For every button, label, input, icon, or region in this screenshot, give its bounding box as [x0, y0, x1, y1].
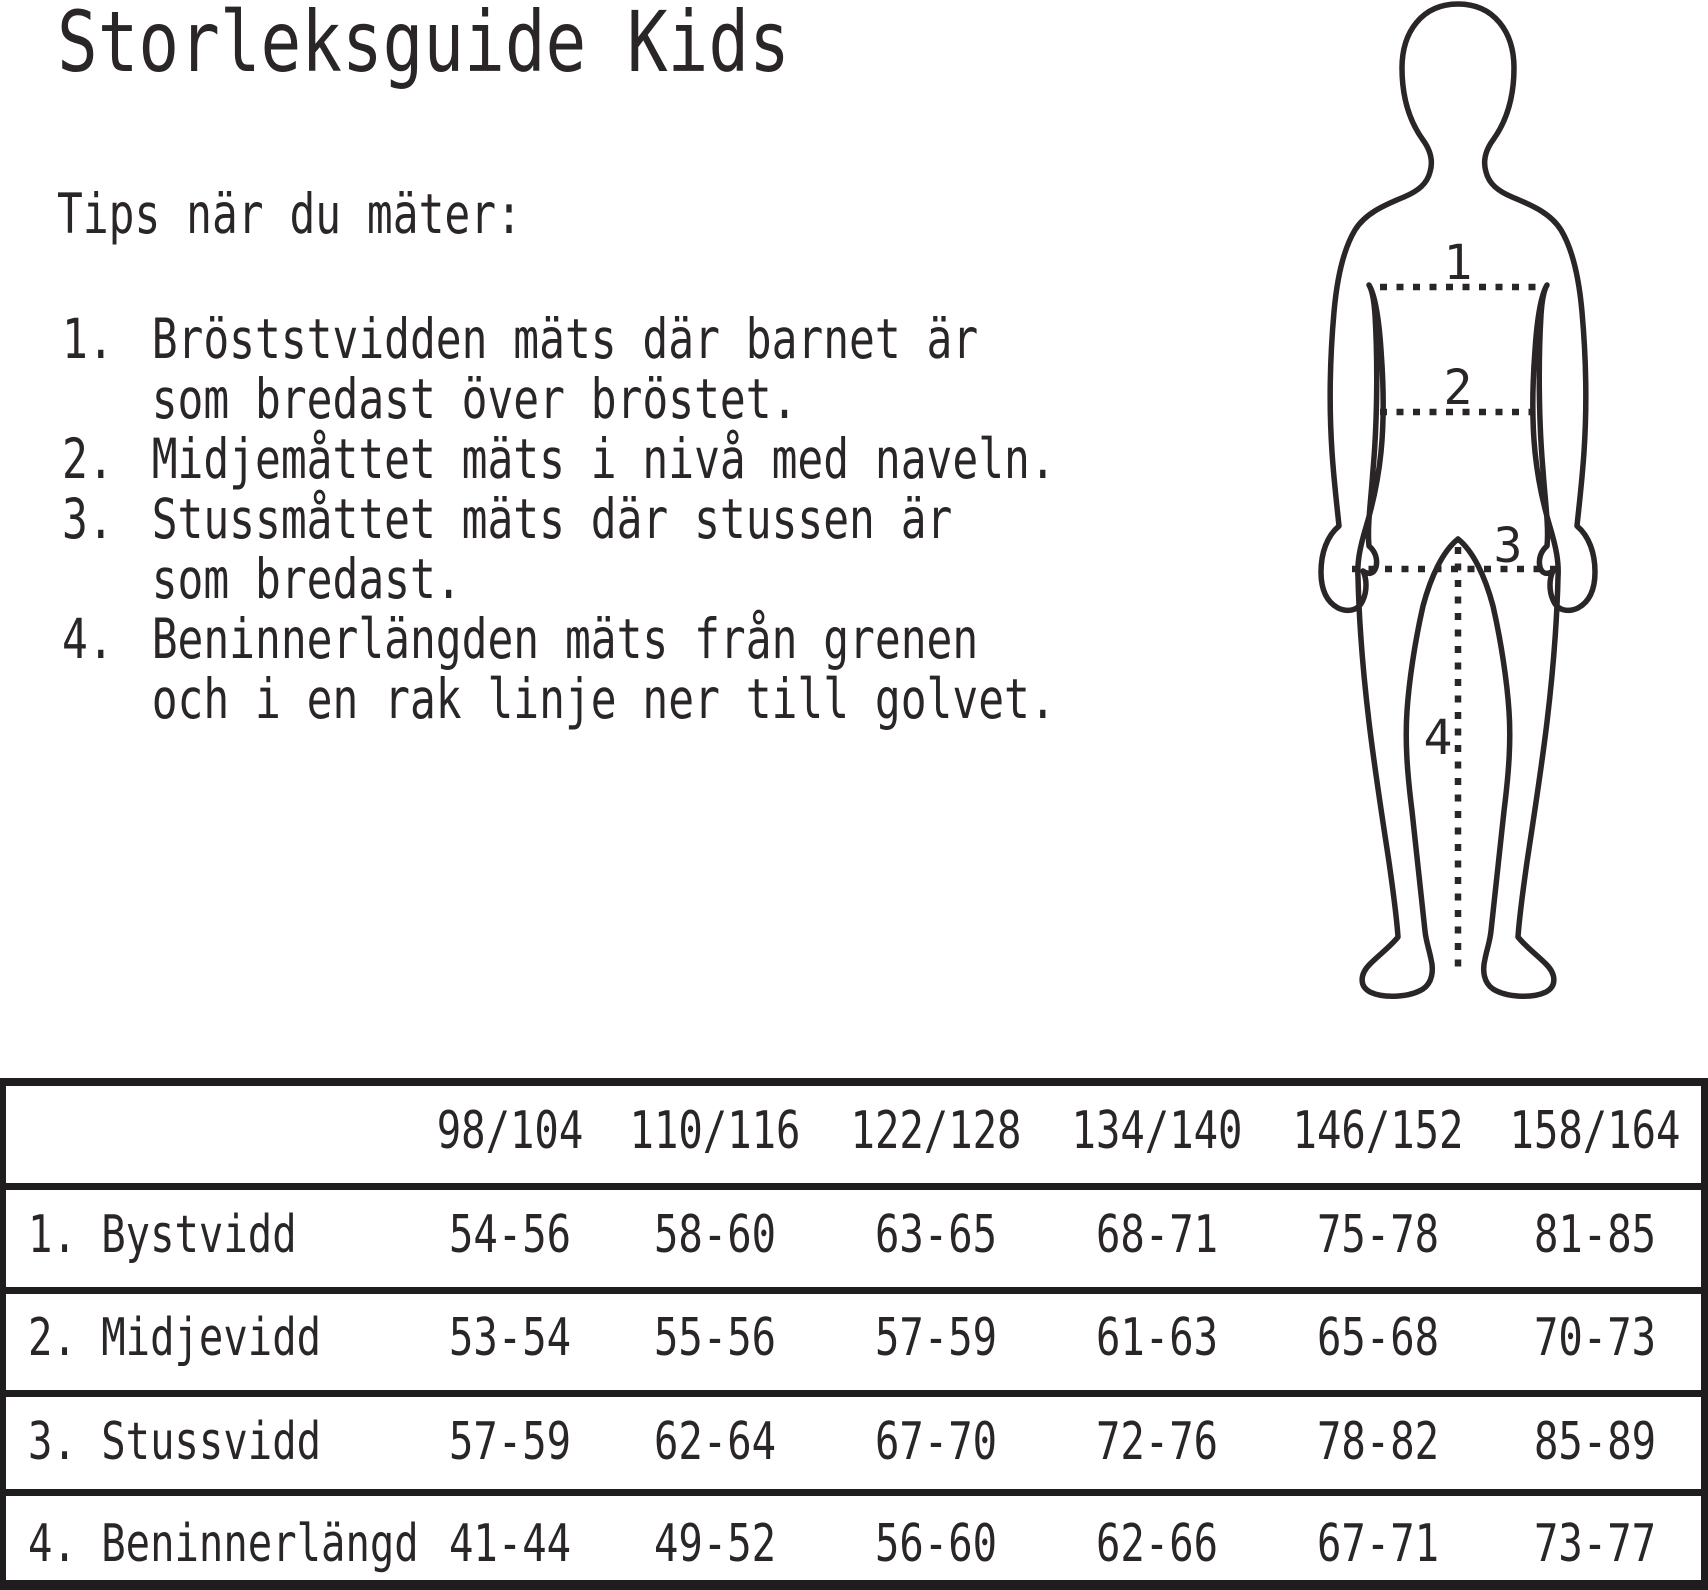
row-label: 1. Bystvidd — [28, 1205, 297, 1265]
table-row — [6, 1200, 1701, 1270]
size-column-header: 134/140 — [1071, 1101, 1243, 1161]
tip-line — [62, 429, 1056, 489]
tip-line — [62, 609, 1056, 669]
table-separator — [6, 1390, 1701, 1397]
measure-label-2: 2 — [1443, 360, 1473, 416]
tip-text: Beninnerlängden mäts från grenen — [151, 607, 979, 671]
size-cell: 81-85 — [1533, 1205, 1657, 1265]
size-cell: 53-54 — [448, 1308, 572, 1368]
size-cell: 72-76 — [1095, 1412, 1219, 1472]
table-separator — [6, 1287, 1701, 1294]
size-cell: 61-63 — [1095, 1308, 1219, 1368]
size-table — [0, 1078, 1708, 1590]
size-cell: 75-78 — [1316, 1205, 1440, 1265]
table-header-row — [6, 1096, 1701, 1166]
tips-list — [62, 309, 1056, 729]
row-label: 3. Stussvidd — [28, 1412, 322, 1472]
size-cell: 68-71 — [1095, 1205, 1219, 1265]
tip-line — [62, 309, 1056, 369]
row-label: 2. Midjevidd — [28, 1308, 322, 1368]
tip-text: Stussmåttet mäts där stussen är — [151, 487, 953, 551]
tip-text: Midjemåttet mäts i nivå med naveln. — [151, 427, 1056, 491]
size-column-header: 122/128 — [850, 1101, 1022, 1161]
measure-label-1: 1 — [1443, 235, 1473, 291]
size-cell: 54-56 — [448, 1205, 572, 1265]
size-cell: 73-77 — [1533, 1514, 1657, 1574]
size-cell: 41-44 — [448, 1514, 572, 1574]
table-separator — [6, 1183, 1701, 1190]
row-label: 4. Beninnerlängd — [28, 1514, 419, 1574]
tip-text: som bredast över bröstet. — [151, 367, 798, 431]
tip-line — [62, 549, 1056, 609]
tip-line — [62, 369, 1056, 429]
tip-number: 2. — [62, 427, 114, 491]
size-column-header: 98/104 — [436, 1101, 584, 1161]
size-cell: 62-66 — [1095, 1514, 1219, 1574]
size-cell: 85-89 — [1533, 1412, 1657, 1472]
tip-text: Bröststvidden mäts där barnet är — [151, 307, 979, 371]
tip-line — [62, 669, 1056, 729]
tip-text: och i en rak linje ner till golvet. — [151, 667, 1056, 731]
size-cell: 63-65 — [874, 1205, 998, 1265]
tip-line — [62, 489, 1056, 549]
size-column-header: 158/164 — [1509, 1101, 1681, 1161]
body-outline-figure — [1180, 0, 1660, 1010]
tip-text: som bredast. — [151, 547, 462, 611]
size-cell: 49-52 — [653, 1514, 777, 1574]
size-cell: 78-82 — [1316, 1412, 1440, 1472]
size-cell: 56-60 — [874, 1514, 998, 1574]
size-column-header: 110/116 — [629, 1101, 801, 1161]
tip-number: 1. — [62, 307, 114, 371]
tip-number: 3. — [62, 487, 114, 551]
table-row — [6, 1509, 1701, 1579]
page-title: Storleksguide Kids — [57, 0, 790, 91]
tip-number: 4. — [62, 607, 114, 671]
table-row — [6, 1407, 1701, 1477]
size-cell: 67-71 — [1316, 1514, 1440, 1574]
size-cell: 57-59 — [448, 1412, 572, 1472]
size-cell: 70-73 — [1533, 1308, 1657, 1368]
size-cell: 57-59 — [874, 1308, 998, 1368]
table-separator — [6, 1489, 1701, 1496]
table-row — [6, 1303, 1701, 1373]
measure-label-4: 4 — [1423, 710, 1453, 766]
size-cell: 65-68 — [1316, 1308, 1440, 1368]
tips-heading: Tips när du mäter: — [57, 182, 522, 246]
size-cell: 62-64 — [653, 1412, 777, 1472]
size-cell: 67-70 — [874, 1412, 998, 1472]
measure-label-3: 3 — [1493, 518, 1523, 574]
size-cell: 58-60 — [653, 1205, 777, 1265]
size-cell: 55-56 — [653, 1308, 777, 1368]
size-column-header: 146/152 — [1292, 1101, 1464, 1161]
